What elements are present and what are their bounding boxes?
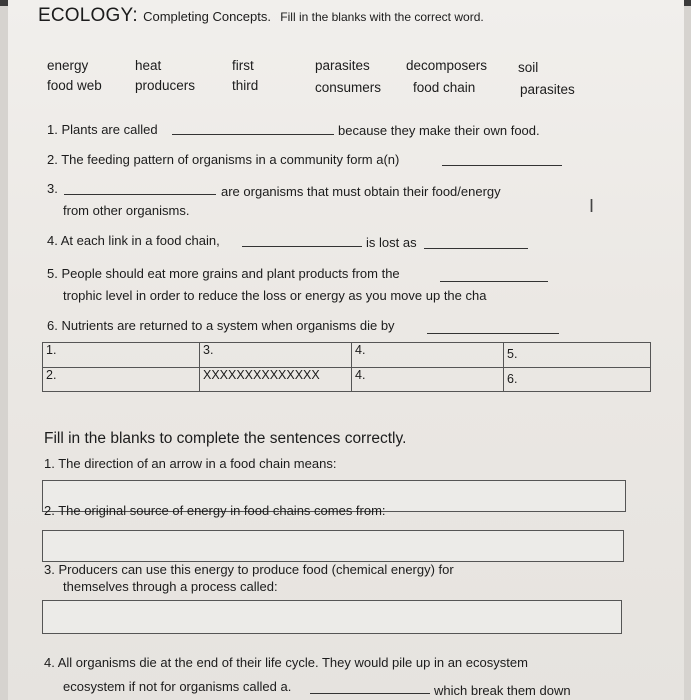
section-2-q2: 2. The original source of energy in food chains comes from: <box>44 503 386 518</box>
section-2-heading: Fill in the blanks to complete the sentences correctly. <box>44 430 407 447</box>
word-bank-item: producers <box>135 78 196 93</box>
word-bank-item: consumers <box>315 80 382 95</box>
word-bank-item: food web <box>47 78 102 93</box>
word-bank-item: first <box>232 58 254 73</box>
word-bank-item: decomposers <box>406 58 488 73</box>
section-2-q3-cont: themselves through a process called: <box>63 579 278 594</box>
question-3-number: 3. <box>47 181 58 196</box>
table-cell[interactable]: 3. <box>200 343 352 368</box>
table-cell[interactable]: 1. <box>43 343 200 368</box>
answer-box-2[interactable] <box>42 530 624 562</box>
question-4-text: 4. At each link in a food chain, <box>47 233 220 248</box>
section-2-q1: 1. The direction of an arrow in a food chain means: <box>44 456 337 471</box>
table-cell[interactable]: 2. <box>43 367 200 392</box>
table-cell[interactable]: 6. <box>504 367 651 392</box>
blank-s4[interactable] <box>310 693 430 694</box>
blank-q6[interactable] <box>427 333 559 334</box>
word-bank-item: soil <box>518 60 539 75</box>
question-6-text: 6. Nutrients are returned to a system when organisms die by <box>47 318 395 333</box>
question-5-text-cont: trophic level in order to reduce the loss or energy as you move up the cha <box>63 288 487 303</box>
question-5-text: 5. People should eat more grains and plant products from the <box>47 266 400 281</box>
question-4-text-mid: is lost as <box>366 235 417 250</box>
table-cell[interactable]: 4. <box>352 367 504 392</box>
section-2-q3: 3. Producers can use this energy to produce food (chemical energy) for <box>44 562 454 577</box>
table-row <box>43 343 651 368</box>
word-bank-item: energy <box>47 58 89 73</box>
word-bank-item: parasites <box>315 58 370 73</box>
blank-q2[interactable] <box>442 165 562 166</box>
table-row <box>43 367 651 392</box>
table-cell[interactable]: 4. <box>352 343 504 368</box>
word-bank-item: parasites <box>520 82 575 97</box>
answer-box-3[interactable] <box>42 600 622 634</box>
word-bank-item: third <box>232 78 259 93</box>
title-main: ECOLOGY: <box>38 5 138 26</box>
section-2-q4: 4. All organisms die at the end of their life cycle. They would pile up in an ecosystem <box>44 655 528 670</box>
title-subject: Completing Concepts. <box>143 9 271 24</box>
table-cell[interactable]: 5. <box>504 343 651 368</box>
section-2-q4-cont: ecosystem if not for organisms called a. <box>63 679 292 694</box>
answer-table <box>42 342 651 392</box>
blank-q3[interactable] <box>64 194 216 195</box>
blank-q1[interactable] <box>172 134 334 135</box>
blank-q4b[interactable] <box>424 248 528 249</box>
title-instruction: Fill in the blanks with the correct word. <box>280 10 484 24</box>
word-bank-item: heat <box>135 58 162 73</box>
question-3-text: are organisms that must obtain their food/energy <box>221 184 501 199</box>
question-3-text-cont: from other organisms. <box>63 203 190 218</box>
word-bank-item: food chain <box>413 80 476 95</box>
page-title <box>38 5 484 27</box>
blank-q4a[interactable] <box>242 246 362 247</box>
question-2-text: 2. The feeding pattern of organisms in a community form a(n) <box>47 152 400 167</box>
question-1-text: 1. Plants are called <box>47 122 158 137</box>
text-cursor-icon: I <box>589 196 595 216</box>
section-2-q4-end: which break them down <box>434 683 571 698</box>
table-cell[interactable]: XXXXXXXXXXXXXX <box>200 367 352 392</box>
question-1-text-end: because they make their own food. <box>338 123 540 138</box>
blank-q5[interactable] <box>440 281 548 282</box>
